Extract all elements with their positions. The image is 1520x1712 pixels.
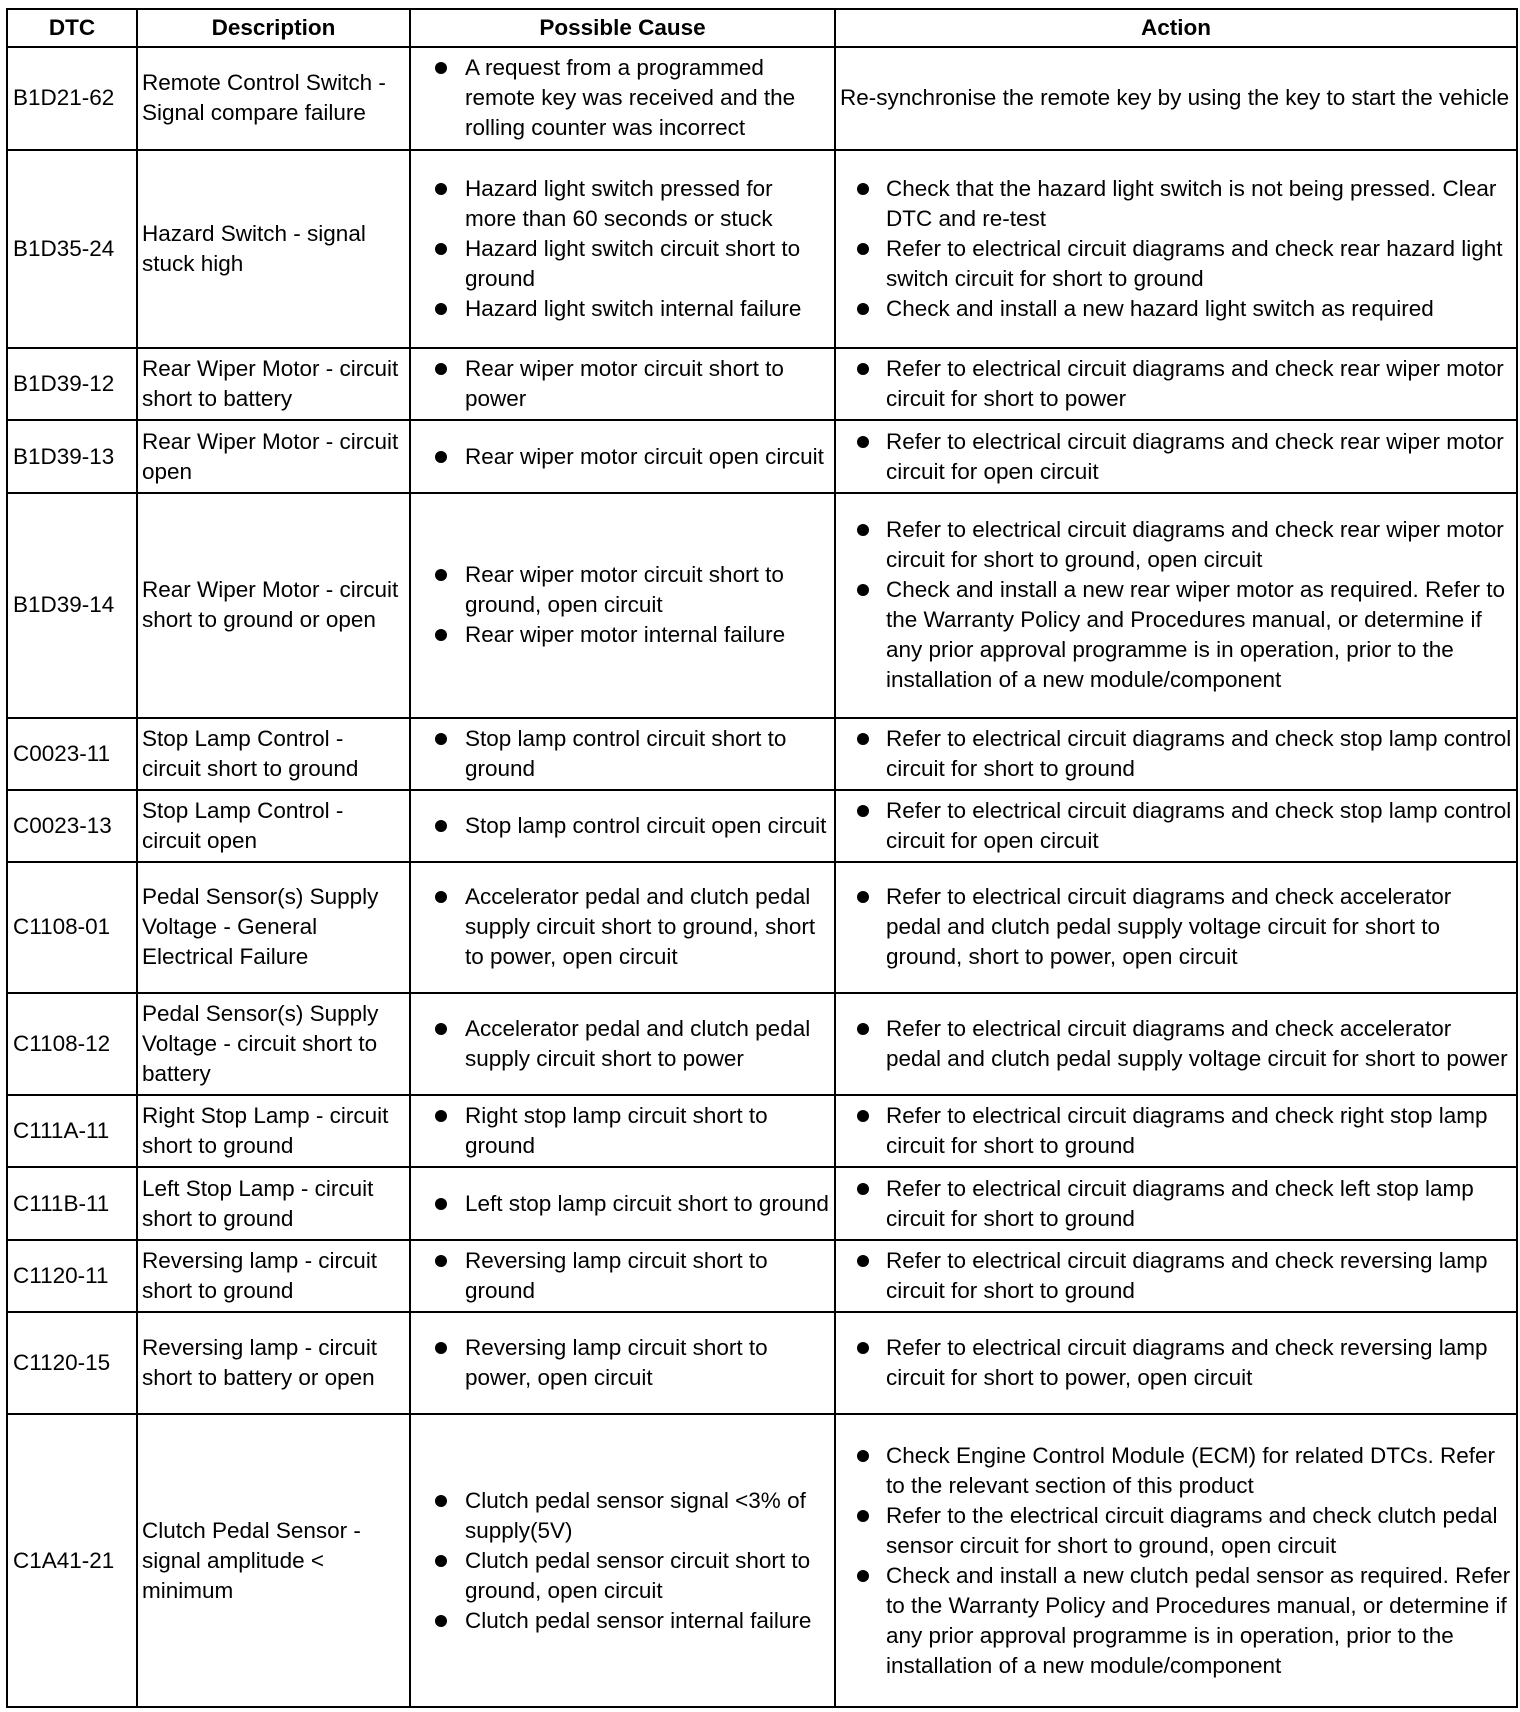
action-item: Refer to electrical circuit diagrams and check rear wiper motor circuit for short to ground, open circuit <box>840 515 1512 575</box>
action-item: Check and install a new rear wiper motor as required. Refer to the Warranty Policy and Procedures manual, or determine if any prior approval programme is in operation, prior to the installation of a new module/component <box>840 575 1512 695</box>
action-item: Refer to electrical circuit diagrams and check stop lamp control circuit for open circuit <box>840 796 1512 856</box>
cause-item: Accelerator pedal and clutch pedal supply circuit short to ground, short to power, open circuit <box>415 882 830 972</box>
table-row <box>7 1312 1517 1415</box>
cause-item: Rear wiper motor internal failure <box>415 620 830 650</box>
cause-item: Clutch pedal sensor signal <3% of supply(5V) <box>415 1486 830 1546</box>
cause-list <box>415 1101 830 1161</box>
header-row <box>7 9 1517 47</box>
action-list <box>840 1333 1512 1393</box>
possible-cause-cell <box>410 993 835 1096</box>
possible-cause-cell <box>410 1414 835 1707</box>
description-cell: Left Stop Lamp - circuit short to ground <box>137 1167 410 1239</box>
table-row <box>7 718 1517 790</box>
dtc-code-cell: C1120-15 <box>7 1312 137 1415</box>
cause-item: Rear wiper motor circuit open circuit <box>415 442 830 472</box>
action-cell <box>835 790 1517 862</box>
possible-cause-cell <box>410 1240 835 1312</box>
dtc-code-cell: B1D39-12 <box>7 348 137 420</box>
action-cell <box>835 993 1517 1096</box>
action-list <box>840 1101 1512 1161</box>
possible-cause-cell <box>410 47 835 150</box>
description-cell: Pedal Sensor(s) Supply Voltage - circuit short to battery <box>137 993 410 1096</box>
action-list <box>840 1014 1512 1074</box>
cause-item: Stop lamp control circuit short to ground <box>415 724 830 784</box>
table-row <box>7 993 1517 1096</box>
description-cell: Stop Lamp Control - circuit short to ground <box>137 718 410 790</box>
cause-item: Hazard light switch internal failure <box>415 294 830 324</box>
dtc-code-cell: B1D21-62 <box>7 47 137 150</box>
action-list <box>840 882 1512 972</box>
dtc-code-cell: C0023-13 <box>7 790 137 862</box>
description-cell: Stop Lamp Control - circuit open <box>137 790 410 862</box>
table-row <box>7 1095 1517 1167</box>
action-item: Refer to electrical circuit diagrams and check rear wiper motor circuit for short to power <box>840 354 1512 414</box>
description-cell: Rear Wiper Motor - circuit short to ground or open <box>137 493 410 718</box>
cause-list <box>415 1333 830 1393</box>
action-text: Re-synchronise the remote key by using the key to start the vehicle <box>840 85 1510 111</box>
header-description: Description <box>137 9 410 47</box>
action-list <box>840 174 1512 324</box>
action-item: Refer to electrical circuit diagrams and check rear hazard light switch circuit for short to ground <box>840 234 1512 294</box>
action-item: Refer to electrical circuit diagrams and check left stop lamp circuit for short to ground <box>840 1174 1512 1234</box>
action-list <box>840 1246 1512 1306</box>
cause-item: Hazard light switch pressed for more than 60 seconds or stuck <box>415 174 830 234</box>
cause-list <box>415 442 830 472</box>
cause-list <box>415 53 830 143</box>
action-cell <box>835 1414 1517 1707</box>
action-list <box>840 724 1512 784</box>
table-row <box>7 790 1517 862</box>
description-cell: Reversing lamp - circuit short to battery or open <box>137 1312 410 1415</box>
cause-item: Stop lamp control circuit open circuit <box>415 811 830 841</box>
table-row <box>7 150 1517 349</box>
possible-cause-cell <box>410 493 835 718</box>
table-row <box>7 1167 1517 1239</box>
possible-cause-cell <box>410 348 835 420</box>
cause-item: Rear wiper motor circuit short to power <box>415 354 830 414</box>
cause-item: Right stop lamp circuit short to ground <box>415 1101 830 1161</box>
cause-item: Hazard light switch circuit short to ground <box>415 234 830 294</box>
cause-list <box>415 1014 830 1074</box>
table-row <box>7 47 1517 150</box>
description-cell: Hazard Switch - signal stuck high <box>137 150 410 349</box>
dtc-code-cell: C1108-01 <box>7 862 137 993</box>
dtc-code-cell: C0023-11 <box>7 718 137 790</box>
action-item: Refer to electrical circuit diagrams and check accelerator pedal and clutch pedal supply voltage circuit for short to power <box>840 1014 1512 1074</box>
action-list <box>840 1174 1512 1234</box>
action-cell <box>835 862 1517 993</box>
dtc-code-cell: C1108-12 <box>7 993 137 1096</box>
cause-item: Rear wiper motor circuit short to ground, open circuit <box>415 560 830 620</box>
cause-list <box>415 174 830 324</box>
cause-list <box>415 1246 830 1306</box>
cause-item: Left stop lamp circuit short to ground <box>415 1189 830 1219</box>
description-cell: Rear Wiper Motor - circuit short to battery <box>137 348 410 420</box>
cause-list <box>415 1189 830 1219</box>
table-header <box>7 9 1517 47</box>
possible-cause-cell <box>410 420 835 492</box>
action-cell <box>835 47 1517 150</box>
dtc-code-cell: B1D35-24 <box>7 150 137 349</box>
cause-list <box>415 882 830 972</box>
table-row <box>7 1414 1517 1707</box>
action-item: Check and install a new hazard light switch as required <box>840 294 1512 324</box>
action-cell <box>835 1312 1517 1415</box>
action-cell <box>835 1167 1517 1239</box>
action-item: Check Engine Control Module (ECM) for related DTCs. Refer to the relevant section of this product <box>840 1441 1512 1501</box>
action-list <box>840 427 1512 487</box>
description-cell: Rear Wiper Motor - circuit open <box>137 420 410 492</box>
cause-list <box>415 724 830 784</box>
possible-cause-cell <box>410 862 835 993</box>
action-list <box>840 796 1512 856</box>
dtc-code-cell: B1D39-13 <box>7 420 137 492</box>
table-body <box>7 47 1517 1707</box>
action-list <box>840 354 1512 414</box>
possible-cause-cell <box>410 1095 835 1167</box>
header-dtc: DTC <box>7 9 137 47</box>
action-item: Refer to electrical circuit diagrams and check stop lamp control circuit for short to ground <box>840 724 1512 784</box>
table-row <box>7 1240 1517 1312</box>
dtc-code-cell: C111B-11 <box>7 1167 137 1239</box>
action-item: Refer to the electrical circuit diagrams and check clutch pedal sensor circuit for short to ground, open circuit <box>840 1501 1512 1561</box>
description-cell: Remote Control Switch - Signal compare failure <box>137 47 410 150</box>
table-row <box>7 348 1517 420</box>
action-item: Refer to electrical circuit diagrams and check reversing lamp circuit for short to power, open circuit <box>840 1333 1512 1393</box>
action-item: Check that the hazard light switch is not being pressed. Clear DTC and re-test <box>840 174 1512 234</box>
cause-list <box>415 811 830 841</box>
action-item: Check and install a new clutch pedal sensor as required. Refer to the Warranty Policy and Procedures manual, or determine if any prior approval programme is in operation, prior to the installation of a new module/component <box>840 1561 1512 1681</box>
action-cell <box>835 1240 1517 1312</box>
description-cell: Clutch Pedal Sensor - signal amplitude < minimum <box>137 1414 410 1707</box>
action-list <box>840 515 1512 695</box>
dtc-code-cell: C111A-11 <box>7 1095 137 1167</box>
action-list <box>840 1441 1512 1681</box>
dtc-code-cell: C1A41-21 <box>7 1414 137 1707</box>
dtc-table <box>6 8 1518 1708</box>
cause-item: Clutch pedal sensor internal failure <box>415 1606 830 1636</box>
description-cell: Pedal Sensor(s) Supply Voltage - General Electrical Failure <box>137 862 410 993</box>
action-cell <box>835 420 1517 492</box>
cause-item: Accelerator pedal and clutch pedal supply circuit short to power <box>415 1014 830 1074</box>
cause-item: Reversing lamp circuit short to ground <box>415 1246 830 1306</box>
cause-item: Reversing lamp circuit short to power, open circuit <box>415 1333 830 1393</box>
table-row <box>7 862 1517 993</box>
possible-cause-cell <box>410 1312 835 1415</box>
table-row <box>7 493 1517 718</box>
header-possible-cause: Possible Cause <box>410 9 835 47</box>
action-item: Refer to electrical circuit diagrams and check accelerator pedal and clutch pedal supply voltage circuit for short to ground, short to power, open circuit <box>840 882 1512 972</box>
possible-cause-cell <box>410 718 835 790</box>
header-action: Action <box>835 9 1517 47</box>
dtc-code-cell: C1120-11 <box>7 1240 137 1312</box>
cause-item: Clutch pedal sensor circuit short to ground, open circuit <box>415 1546 830 1606</box>
action-cell <box>835 718 1517 790</box>
possible-cause-cell <box>410 790 835 862</box>
cause-list <box>415 1486 830 1636</box>
dtc-code-cell: B1D39-14 <box>7 493 137 718</box>
description-cell: Reversing lamp - circuit short to ground <box>137 1240 410 1312</box>
cause-item: A request from a programmed remote key was received and the rolling counter was incorrect <box>415 53 830 143</box>
action-cell <box>835 348 1517 420</box>
cause-list <box>415 560 830 650</box>
action-cell <box>835 493 1517 718</box>
action-cell <box>835 1095 1517 1167</box>
action-item: Refer to electrical circuit diagrams and check reversing lamp circuit for short to ground <box>840 1246 1512 1306</box>
description-cell: Right Stop Lamp - circuit short to ground <box>137 1095 410 1167</box>
table-row <box>7 420 1517 492</box>
possible-cause-cell <box>410 1167 835 1239</box>
possible-cause-cell <box>410 150 835 349</box>
action-cell <box>835 150 1517 349</box>
action-item: Refer to electrical circuit diagrams and check rear wiper motor circuit for open circuit <box>840 427 1512 487</box>
cause-list <box>415 354 830 414</box>
action-item: Refer to electrical circuit diagrams and check right stop lamp circuit for short to ground <box>840 1101 1512 1161</box>
